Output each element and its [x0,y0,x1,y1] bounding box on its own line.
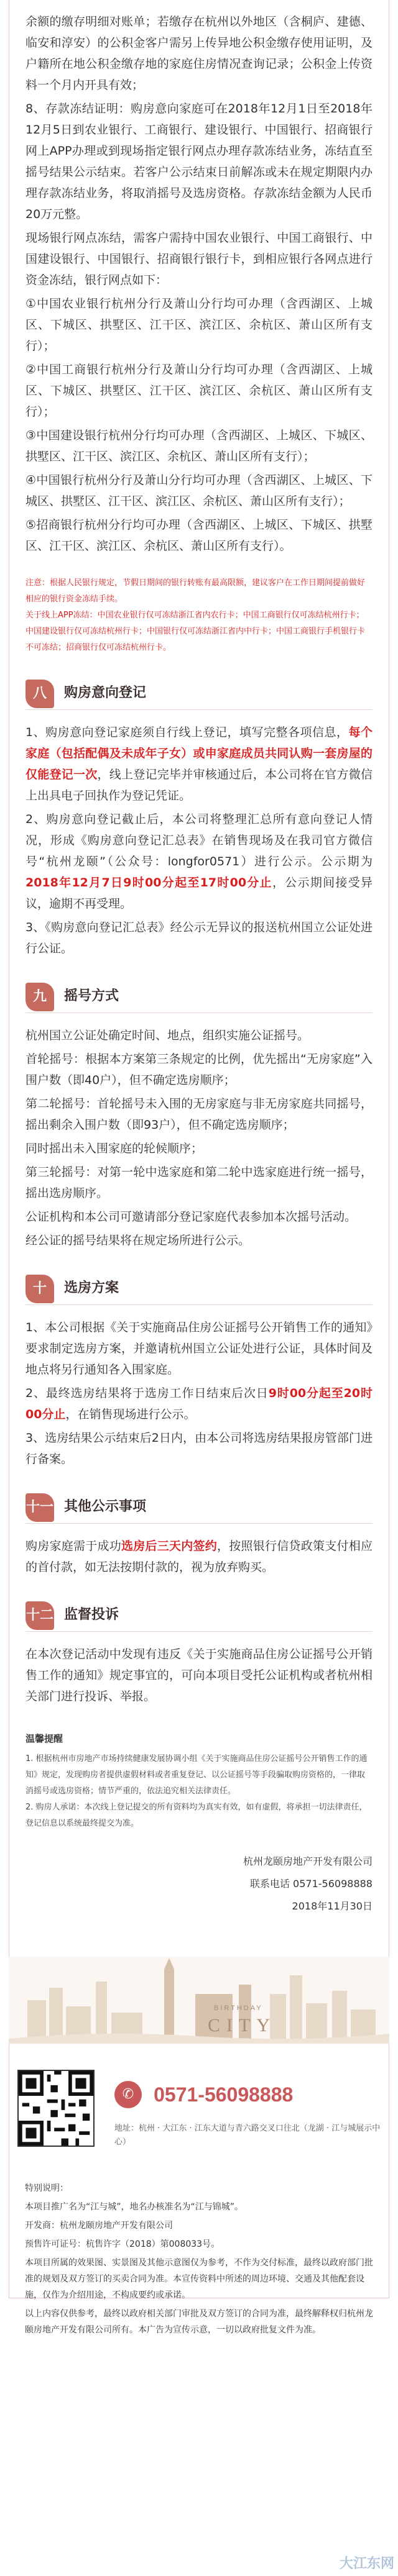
disclaimer-line: 特别说明： [25,2183,68,2193]
issue-date: 2018年11月30日 [292,1900,373,1912]
paragraph: 公证机构和本公司可邀请部分登记家庭代表参加本次摇号活动。 [25,1210,357,1224]
section-title: 监督投诉 [64,1607,119,1623]
note-line: 注意：根据人民银行规定，节假日期间的银行转账有最高限额，建议客户在工作日期间提前做好相应的银行资金冻结手续。 [25,578,366,604]
section-badge: 十二 [25,1601,54,1630]
svg-text:CITY: CITY [208,2015,276,2036]
paragraph: 3、《购房意向登记汇总表》经公示无异议的报送杭州国立公证处进行公证。 [25,921,373,955]
explanation-block [25,1732,373,1832]
company-name: 杭州龙颐房地产开发有限公司 [243,1855,373,1867]
red-notes [25,575,373,656]
paragraph: 1、购房意向登记家庭须自行线上登记，填写完整各项信息，每个家庭（包括配偶及未成年子女）或申家庭成员共同认购一套房屋的仅能登记一次，线上登记完毕并审核通过后，本公司将在官方微信上出具电子回执作为登记凭证。 [25,726,373,803]
disclaimer-line: 以上内容仅供参考，最终以政府相关部门审批及双方签订的合同为准，最终解释权归杭州龙颐房地产开发有限公司所有。本广告为宣传示意，一切以政府批复文件为准。 [25,2309,373,2335]
site-watermark: 大江东网 [339,2556,394,2572]
divider [25,1304,373,1305]
explanation-item: 1. 根据杭州市房地产市场持续健康发展协调小组《关于实施商品住房公证摇号公开销售工作的通知》规定，发现购房者提供虚假材料或者重复登记、以公证摇号等手段骗取购房资格的，一律取消摇号或选房资格；情节严重的，依法追究相关法律责任。 [25,1754,368,1796]
explanation-heading: 温馨提醒 [25,1733,63,1744]
section-title: 购房意向登记 [64,685,147,701]
qr-code[interactable] [17,2070,95,2147]
signoff [25,1850,373,1918]
highlight-text: 每个家庭（包括配偶及未成年子女）或申家庭成员共同认购一套房屋的仅能登记一次 [25,726,373,781]
note-line: 关于线上APP冻结：中国农业银行仅可冻结浙江省内农行卡；中国工商银行仅可冻结杭州行卡； [25,611,364,620]
paragraph: 第二轮摇号：首轮摇号未入围的无房家庭与非无房家庭共同摇号，摇出剩余入围户数（即93户），但不确定选房顺序； [25,1097,373,1132]
divider [25,1523,373,1524]
paragraph-deposit-freeze: 8、存款冻结证明：购房意向家庭可在2018年12月1日至2018年12月5日到农业银行、工商银行、建设银行、中国银行、招商银行网上APP办理或到现场指定银行网点办理存款冻结业务，冻结直至摇号结果公示结束。若客户公示结束日前解冻或未在规定期限内办理存款冻结业务，将取消摇号及选房资格。存款冻结金额为人民币20万元整。 [25,102,373,221]
disclaimer-line: 预售许可证号：杭售许字（2018）第008033号。 [25,2239,220,2249]
disclaimer-line: 本项目推广名为“江与城”，地名办核准名为“江与锦城”。 [25,2202,244,2212]
address: 地址：杭州 · 大江东 · 江东大道与青六路交叉口往北（龙湖 · 江与城展示中心） [114,2124,381,2147]
article-frame [9,0,389,2298]
contact-strip [9,2062,389,2162]
paragraph: 经公证的摇号结果将在规定场所进行公示。 [25,1234,251,1247]
phone-icon: ✆ [114,2081,142,2108]
paragraph: 在本次登记活动中发现有违反《关于实施商品住房公证摇号公开销售工作的通知》规定事宜的，可向本项目受托公证机构或者杭州相关部门进行投诉、举报。 [25,1647,373,1703]
qr-code-icon [19,2071,93,2146]
bank-item: ⑤招商银行杭州分行均可办理（含西湖区、上城区、下城区、拱墅区、江干区、滨江区、余杭区、萧山区所有支行）。 [25,518,373,553]
section-badge: 十 [25,1275,54,1303]
disclaimer-line: 开发商：杭州龙颐房地产开发有限公司 [25,2221,173,2231]
paragraph: 3、选房结果公示结束后2日内，由本公司将选房结果报房管部门进行备案。 [25,1431,373,1466]
paragraph: 第三轮摇号：对第一轮中选家庭和第二轮中选家庭进行统一摇号，摇出选房顺序。 [25,1165,373,1200]
divider [25,709,373,710]
section-header-10 [25,1273,373,1306]
paragraph: 现场银行网点冻结，需客户需持中国农业银行、中国工商银行、中国建设银行、中国银行、招商银行银行卡，到相应银行各网点进行资金冻结，银行网点如下： [25,231,373,287]
disclaimer-line: 本项目所属的效果图、实景图及其他示意图仅为参考，不作为交付标准，最终以政府部门批准的规划及双方签订的买卖合同为准。本宣传资料中所述的周边环境、交通及其他配套设施，仅作为介绍用途，不构成要约或承诺。 [25,2258,373,2300]
paragraph: 同时摇出未入围家庭的轮候顺序； [25,1142,203,1155]
paragraph: 2、购房意向登记截止后，本公司将整理汇总所有意向登记人情况，形成《购房意向登记汇总表》在销售现场及在我司官方微信号“杭州龙颐”（公众号：longfor0571）进行公示。公示期为2018年12月7日9时00分起至17时00分止，公示期间接受异议，逾期不再受理。 [25,812,373,911]
section-header-12 [25,1600,373,1632]
bank-item: ②中国工商银行杭州分行及萧山分行均可办理（含西湖区、上城区、下城区、拱墅区、江干区、滨江区、余杭区、萧山区所有支行）； [25,363,373,419]
highlight-text: 选房后三天内签约 [121,1539,217,1553]
phone-row[interactable] [114,2081,293,2112]
paragraph: 杭州国立公证处确定时间、地点，组织实施公证摇号。 [25,1029,310,1042]
bank-item: ①中国农业银行杭州分行及萧山分行均可办理（含西湖区、上城区、下城区、拱墅区、江干区、滨江区、余杭区、萧山区所有支行）； [25,297,373,353]
paragraph: 1、本公司根据《关于实施商品住房公证摇号公开销售工作的通知》要求制定选房方案，并邀请杭州国立公证处进行公证，具体时间及地点将另行通知各入围家庭。 [25,1321,373,1377]
article-body [9,0,389,1918]
phone-number[interactable]: 0571-56098888 [154,2083,294,2106]
section-title: 选房方案 [64,1280,119,1296]
paragraph: 购房家庭需于成功选房后三天内签约，按照银行信贷政策支付相应的首付款，如无法按期付款的，视为放弃购买。 [25,1539,373,1574]
divider [25,1631,373,1632]
highlight-text: 2018年12月7日9时00分起至17时00分止 [25,876,272,890]
section-title: 其他公示事项 [64,1499,147,1514]
section-title: 摇号方式 [64,988,119,1004]
paragraph: 首轮摇号：根据本方案第三条规定的比例，优先摇出“无房家庭”入围户数（即40户），但不确定选房顺序； [25,1052,373,1087]
highlight-text: 9时00分起至20时00分止 [25,1386,373,1421]
note-line: 中国建设银行仅可冻结杭州行卡；中国银行仅可冻结浙江省内中行卡；中国工商银行手机银行卡不可冻结；招商银行仅可冻结杭州行卡。 [25,627,366,652]
paragraph: 余额的缴存明细对账单；若缴存在杭州以外地区（含桐庐、建德、临安和淳安）的公积金客户需另上传异地公积金缴存使用证明，及户籍所在地公积金缴存地的家庭住房情况查询记录；公积金上传资料一个月内开具有效； [25,15,373,92]
disclaimer [25,2180,373,2341]
section-header-8 [25,678,373,711]
city-skyline-illustration [9,1957,389,2044]
paragraph: 2、最终选房结果将于选房工作日结束后次日9时00分起至20时00分止，在销售现场进行公示。 [25,1386,373,1421]
skyline-icon [9,1957,389,2044]
svg-text:BIRTHDAY: BIRTHDAY [214,2005,263,2012]
section-badge: 八 [25,680,54,708]
section-header-11 [25,1492,373,1524]
bank-item: ④中国银行杭州分行及萧山分行均可办理（含西湖区、上城区、下城区、拱墅区、江干区、滨江区、余杭区、萧山区所有支行）； [25,473,373,508]
explanation-item: 2. 购房人承诺：本次线上登记提交的所有资料均为真实有效，如有虚假，将承担一切法律责任，登记信息以系统最终提交为准。 [25,1803,368,1828]
bank-item: ③中国建设银行杭州分行均可办理（含西湖区、上城区、下城区、拱墅区、江干区、滨江区、余杭区、萧山区所有支行）； [25,429,373,463]
contact-phone-line: 联系电话 0571-56098888 [249,1878,373,1890]
section-badge: 九 [25,983,54,1011]
top-paragraphs [25,11,373,557]
section-header-9 [25,981,373,1014]
section-badge: 十一 [25,1493,54,1522]
